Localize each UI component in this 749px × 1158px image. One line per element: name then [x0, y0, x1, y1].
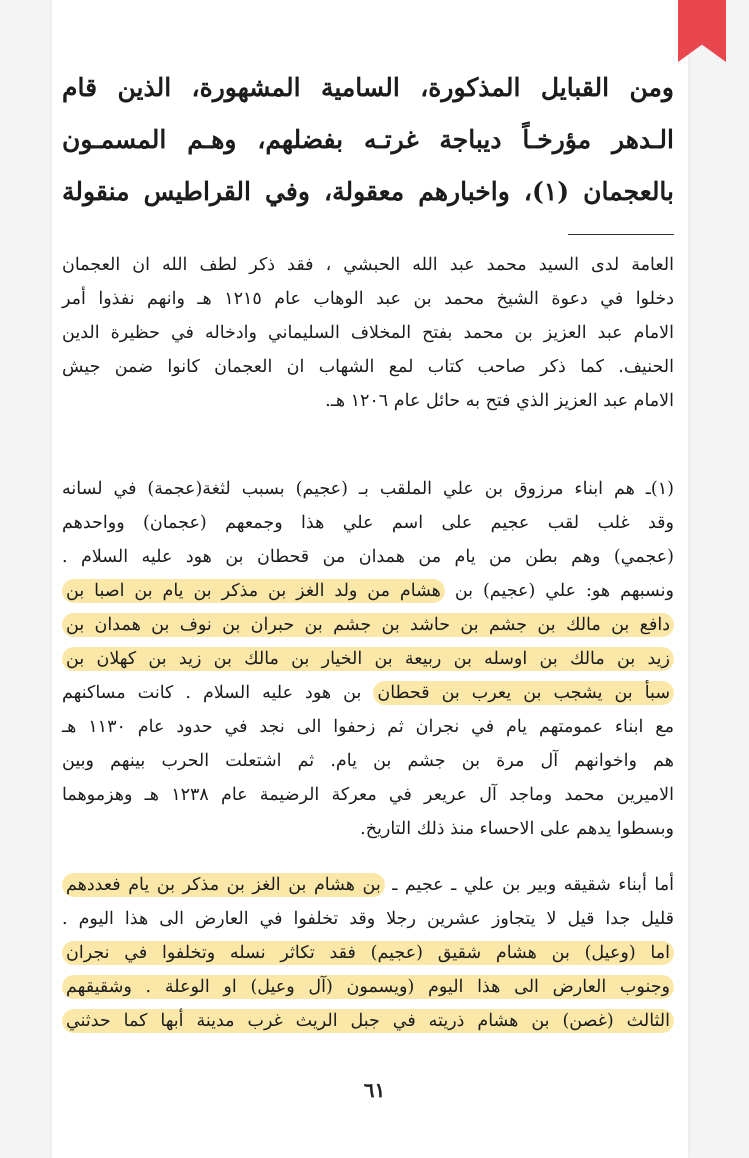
footnote-2-line-5	[62, 1004, 674, 1038]
footnote-cont-line-4: الحنيف. كما ذكر صاحب كتاب لمع الشهاب ان العجمان كانوا ضمن جيش	[62, 357, 674, 377]
main-text	[62, 62, 674, 218]
footnote-1	[62, 472, 674, 846]
footnote-cont-line-5: الامام عبد العزيز الذي فتح به حائل عام ١٢٠٦ هـ.	[325, 391, 674, 411]
footnote-2-line-1-plain: أما أبناء شقيقه وبير بن علي ـ عجيم ـ	[392, 875, 674, 895]
footnote-divider	[568, 234, 674, 235]
footnote-2-line-2: قليل جدا قيل لا يتجاوز عشرين رجلا وقد تخلفوا في العارض الى هذا اليوم .	[62, 909, 674, 929]
footnote-1-line-4	[62, 574, 674, 608]
footnote-cont-line-2: دخلوا في دعوة الشيخ محمد بن عبد الوهاب عام ١٢١٥ هـ وانهم نفذوا أمر	[62, 289, 675, 309]
footnote-1-line-6	[62, 642, 674, 676]
highlight-span[interactable]: اما (وعيل) بن هشام شقيق (عجيم) فقد تكاثر نسله وتخلفوا في نجران	[62, 941, 674, 965]
footnote-2	[62, 868, 674, 1038]
footnote-continuation	[62, 248, 674, 418]
footnote-1-line-11: وبسطوا يدهم على الاحساء منذ ذلك التاريخ.	[360, 819, 674, 839]
highlight-span[interactable]: زيد بن مالك بن اوسله بن ربيعة بن الخيار بن مالك بن زيد بن كهلان بن	[62, 647, 674, 671]
footnote-1-line-8: مع ابناء عمومتهم يام في نجران ثم زحفوا الى نجد في حدود عام ١١٣٠ هـ	[62, 717, 674, 737]
highlight-span[interactable]: هشام من ولد الغز بن مذكر بن يام بن اصبا بن	[62, 579, 445, 603]
main-line-2: الـدهر مؤرخـاً ديباجة غرتـه بفضلهم، وهـم المسمـون	[62, 125, 674, 154]
footnote-1-line-3: (عجمي) وهم بطن من يام من همدان من قحطان بن هود عليه السلام .	[62, 547, 674, 567]
main-line-3: بالعجمان (١)، واخبارهم معقولة، وفي القراطيس منقولة	[62, 177, 675, 206]
footnote-1-line-9: هم واخوانهم آل مرة بن جشم بن يام. ثم اشتعلت الحرب بينهم وبين	[62, 751, 674, 771]
footnote-cont-line-1: العامة لدى السيد محمد عبد الله الحبشي ، فقد ذكر لطف الله ان العجمان	[62, 255, 674, 275]
highlight-span[interactable]: بن هشام بن الغز بن مذكر بن يام فعددهم	[62, 873, 385, 897]
highlight-span[interactable]: دافع بن مالك بن جشم بن حاشد بن جشم بن حبران بن نوف بن همدان بن	[62, 613, 674, 637]
footnote-1-line-4-plain: ونسبهم هو: علي (عجيم) بن	[454, 581, 674, 601]
page-number: ٦١	[363, 1078, 386, 1102]
footnote-1-line-7	[62, 676, 674, 710]
highlight-span[interactable]: سبأ بن يشجب بن يعرب بن قحطان	[373, 681, 674, 705]
footnote-2-line-4	[62, 970, 674, 1004]
footnote-2-line-3	[62, 936, 674, 970]
footnote-1-line-7-plain: بن هود عليه السلام . كانت مساكنهم	[62, 683, 362, 703]
footnote-1-line-2: وقد غلب لقب عجيم على اسم علي هذا وجمعهم (عجمان) وواحدهم	[62, 513, 674, 533]
main-line-1: ومن القبايل المذكورة، السامية المشهورة، الذين قام	[62, 73, 674, 102]
bookmark-ribbon-icon[interactable]	[678, 0, 726, 62]
footnote-1-line-1: (١)ـ هم ابناء مرزوق بن علي الملقب بـ (عجيم) بسبب لثغة(عجمة) في لسانه	[62, 479, 674, 499]
footnote-2-line-1	[62, 868, 674, 902]
footnote-1-line-5	[62, 608, 674, 642]
highlight-span[interactable]: الثالث (غصن) بن هشام ذريته في جبل الريث غرب مدينة أبها كما حدثني	[62, 1009, 674, 1033]
footnote-1-line-10: الاميرين محمد وماجد آل عريعر في معركة الرضيمة عام ١٢٣٨ هـ وهزموهما	[62, 785, 674, 805]
footnote-cont-line-3: الامام عبد العزيز بن محمد بفتح المخلاف السليماني وادخاله في حظيرة الدين	[62, 323, 674, 343]
highlight-span[interactable]: وجنوب العارض الى هذا اليوم (ويسمون (آل وعيل) او الوعلة . وشقيقهم	[62, 975, 674, 999]
